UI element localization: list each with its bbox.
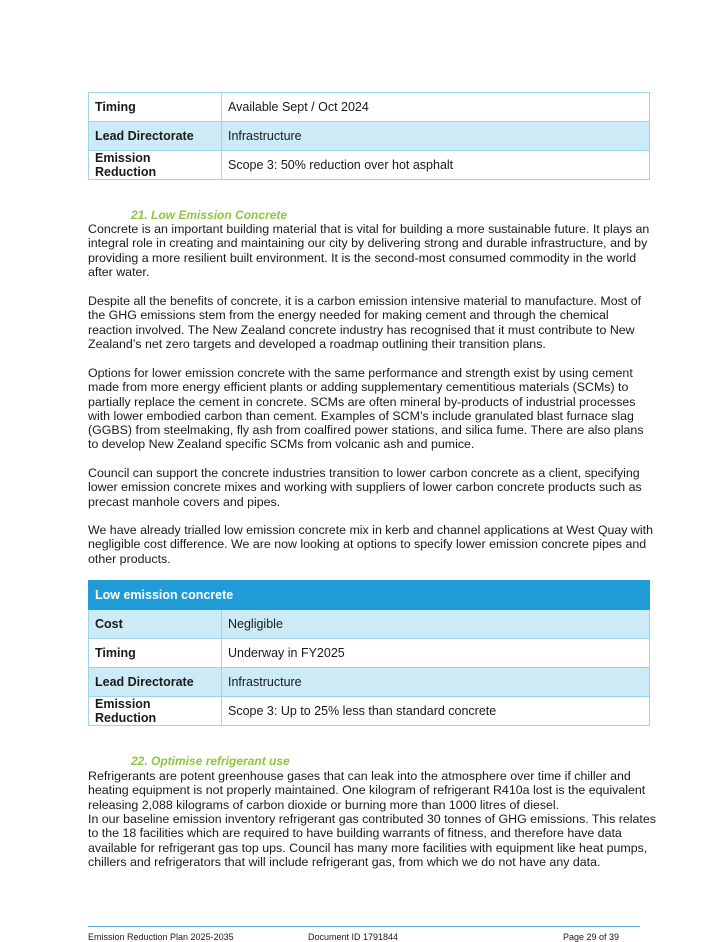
section-21-paragraph-1: Concrete is an important building material that is vital for building a more sustainable future. It plays an integral role in creating and maintaining our city by delivering strong and durable infrastructure, and by providing a more resilient built environment. It is the second-most consumed commodity in the world after water. — [88, 222, 650, 279]
row-label: Lead Directorate — [89, 668, 222, 697]
row-value: Negligible — [222, 610, 650, 639]
table-row — [89, 610, 650, 639]
timing-info-table — [88, 92, 650, 180]
table-header-row — [89, 581, 650, 610]
section-22-paragraph-2: In our baseline emission inventory refrigerant gas contributed 30 tonnes of GHG emissions. This relates to the 18 facilities which are required to have building warrants of fitness, and therefore have data available for refrigerant gas top ups. Council has many more facilities with equipment like heat pumps, chillers and refrigerators that will include refrigerant gas, from which we do not have any data. — [88, 812, 656, 869]
row-label: Emission Reduction — [89, 697, 222, 726]
row-value: Infrastructure — [222, 668, 650, 697]
footer-divider — [88, 926, 640, 927]
section-22-paragraph-1: Refrigerants are potent greenhouse gases that can leak into the atmosphere over time if chiller and heating equipment is not properly maintained. One kilogram of refrigerant R410a lost is the equivalent releasing 2,088 kilograms of carbon dioxide or burning more than 1000 litres of diesel. — [88, 769, 646, 812]
table-row — [89, 668, 650, 697]
section-21-paragraph-4: Council can support the concrete industries transition to lower carbon concrete as a client, specifying lower emission concrete mixes and working with suppliers of lower carbon concrete products such as precast manhole covers and pipes. — [88, 466, 642, 509]
table-row — [89, 93, 650, 122]
low-emission-concrete-table — [88, 580, 650, 726]
table-row — [89, 151, 650, 180]
footer-page-number: Page 29 of 39 — [563, 932, 620, 942]
row-value: Underway in FY2025 — [222, 639, 650, 668]
footer-document-title: Emission Reduction Plan 2025-2035 — [88, 932, 234, 942]
footer-document-id: Document ID 1791844 — [308, 932, 399, 942]
table-row — [89, 639, 650, 668]
row-value: Available Sept / Oct 2024 — [222, 93, 650, 122]
row-label: Cost — [89, 610, 222, 639]
section-21-paragraph-5: We have already trialled low emission concrete mix in kerb and channel applications at West Quay with negligible cost difference. We are now looking at options to specify lower emission concrete pipes and other products. — [88, 523, 653, 566]
section-21-paragraph-3: Options for lower emission concrete with the same performance and strength exist by using cement made from more energy efficient plants or adding supplementary cementitious materials (SCMs) to partially replace the cement in concrete. SCMs are often mineral by-products of industrial processes with lower embodied carbon than cement. Examples of SCM’s include granulated blast furnace slag (GGBS) from steelmaking, fly ash from coalfired power stations, and silica fume. There are also plans to develop New Zealand specific SCMs from volcanic ash and pumice. — [88, 366, 644, 452]
section-21-heading: 21. Low Emission Concrete — [131, 208, 288, 222]
row-label: Lead Directorate — [89, 122, 222, 151]
row-label: Timing — [89, 93, 222, 122]
section-21-paragraph-2: Despite all the benefits of concrete, it is a carbon emission intensive material to manufacture. Most of the GHG emissions stem from the energy needed for making cement and through the chemical reaction involved. The New Zealand concrete industry has recognised that it must contribute to New Zealand’s net zero targets and developed a roadmap outlining their transition plans. — [88, 294, 642, 351]
row-value: Scope 3: Up to 25% less than standard concrete — [222, 697, 650, 726]
row-value: Scope 3: 50% reduction over hot asphalt — [222, 151, 650, 180]
table-row — [89, 122, 650, 151]
section-22-heading: 22. Optimise refrigerant use — [131, 754, 290, 768]
row-label: Timing — [89, 639, 222, 668]
table-row — [89, 697, 650, 726]
row-label: Emission Reduction — [89, 151, 222, 180]
row-value: Infrastructure — [222, 122, 650, 151]
table-title: Low emission concrete — [89, 581, 650, 610]
